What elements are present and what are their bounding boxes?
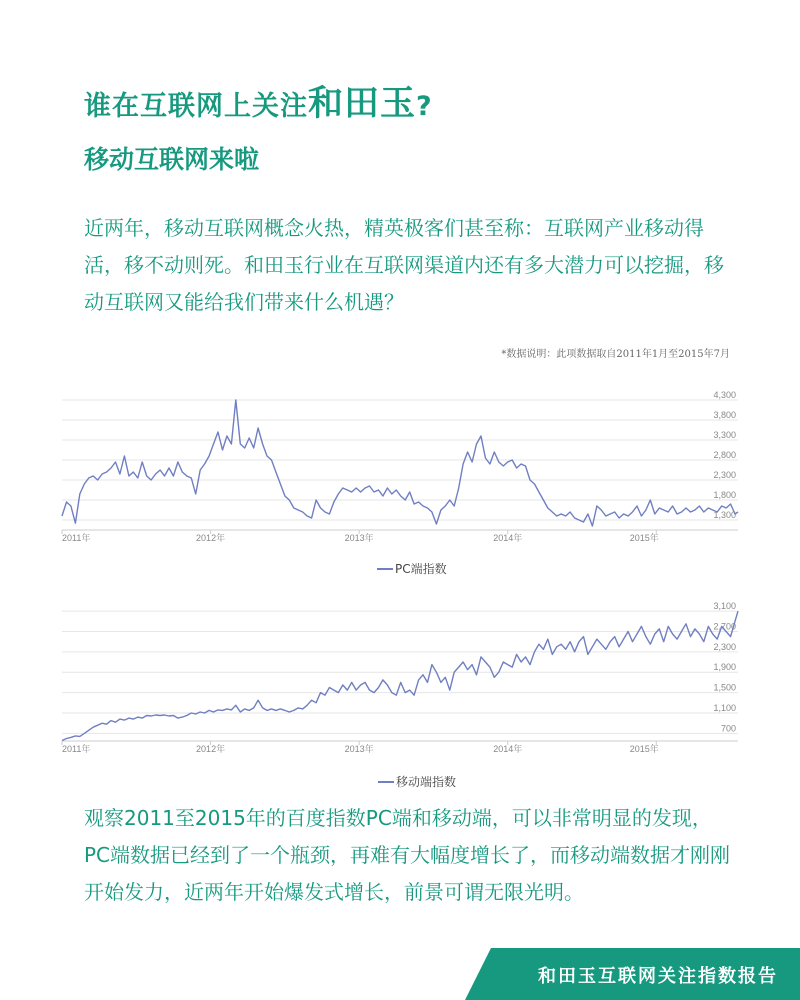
y-tick-label: 3,800: [713, 410, 736, 420]
page-subheading: 移动互联网来啦: [84, 145, 260, 174]
legend-label: 移动端指数: [396, 775, 457, 789]
y-tick-label: 1,900: [713, 662, 736, 673]
heading-suffix: ?: [416, 91, 433, 122]
y-tick-label: 2,700: [713, 621, 736, 632]
heading-highlight: 和田玉: [308, 84, 417, 124]
x-tick-label: 2013年: [344, 533, 374, 543]
y-tick-label: 1,800: [713, 490, 736, 500]
intro-paragraph: 近两年，移动互联网概念火热，精英极客们甚至称：互联网产业移动得活，移不动则死。和田玉行业在互联网渠道内还有多大潜力可以挖掘，移动互联网又能给我们带来什么机遇？: [84, 216, 724, 314]
x-tick-label: 2014年: [493, 744, 523, 754]
y-tick-label: 1,100: [713, 702, 736, 713]
x-tick-label: 2012年: [196, 744, 226, 754]
series-line-1: [62, 611, 738, 740]
conclusion-paragraph: 观察2011至2015年的百度指数PC端和移动端，可以非常明显的发现，PC端数据已经到了一个瓶颈，再难有大幅度增长了，而移动端数据才刚刚开始发力，近两年开始爆发式增长，前景可谓无限光明。: [84, 806, 731, 904]
mobile-index-chart: [0, 596, 800, 796]
x-tick-label: 2011年: [62, 533, 91, 543]
x-tick-label: 2015年: [629, 744, 659, 754]
series-line-0: [62, 400, 738, 526]
x-tick-label: 2013年: [344, 744, 374, 754]
page-heading: [84, 76, 433, 126]
x-tick-label: 2012年: [196, 533, 226, 543]
legend-label: PC端指数: [395, 562, 447, 576]
footer-report-title: 和田玉互联网关注指数报告: [538, 966, 778, 987]
y-tick-label: 4,300: [713, 390, 736, 400]
y-tick-label: 1,300: [713, 510, 736, 520]
y-tick-label: 2,300: [713, 470, 736, 480]
x-tick-label: 2015年: [629, 533, 659, 543]
y-tick-label: 1,500: [713, 682, 736, 693]
x-tick-label: 2014年: [493, 533, 523, 543]
y-tick-label: 700: [720, 723, 736, 734]
pc-index-chart: [0, 380, 800, 580]
y-tick-label: 2,800: [713, 450, 736, 460]
y-tick-label: 3,100: [713, 601, 736, 612]
y-tick-label: 3,300: [713, 430, 736, 440]
y-tick-label: 2,300: [713, 641, 736, 652]
x-tick-label: 2011年: [62, 744, 91, 754]
heading-prefix: 谁在互联网上关注: [84, 91, 308, 122]
data-source-note: *数据说明：此项数据取自2011年1月至2015年7月: [501, 349, 730, 360]
